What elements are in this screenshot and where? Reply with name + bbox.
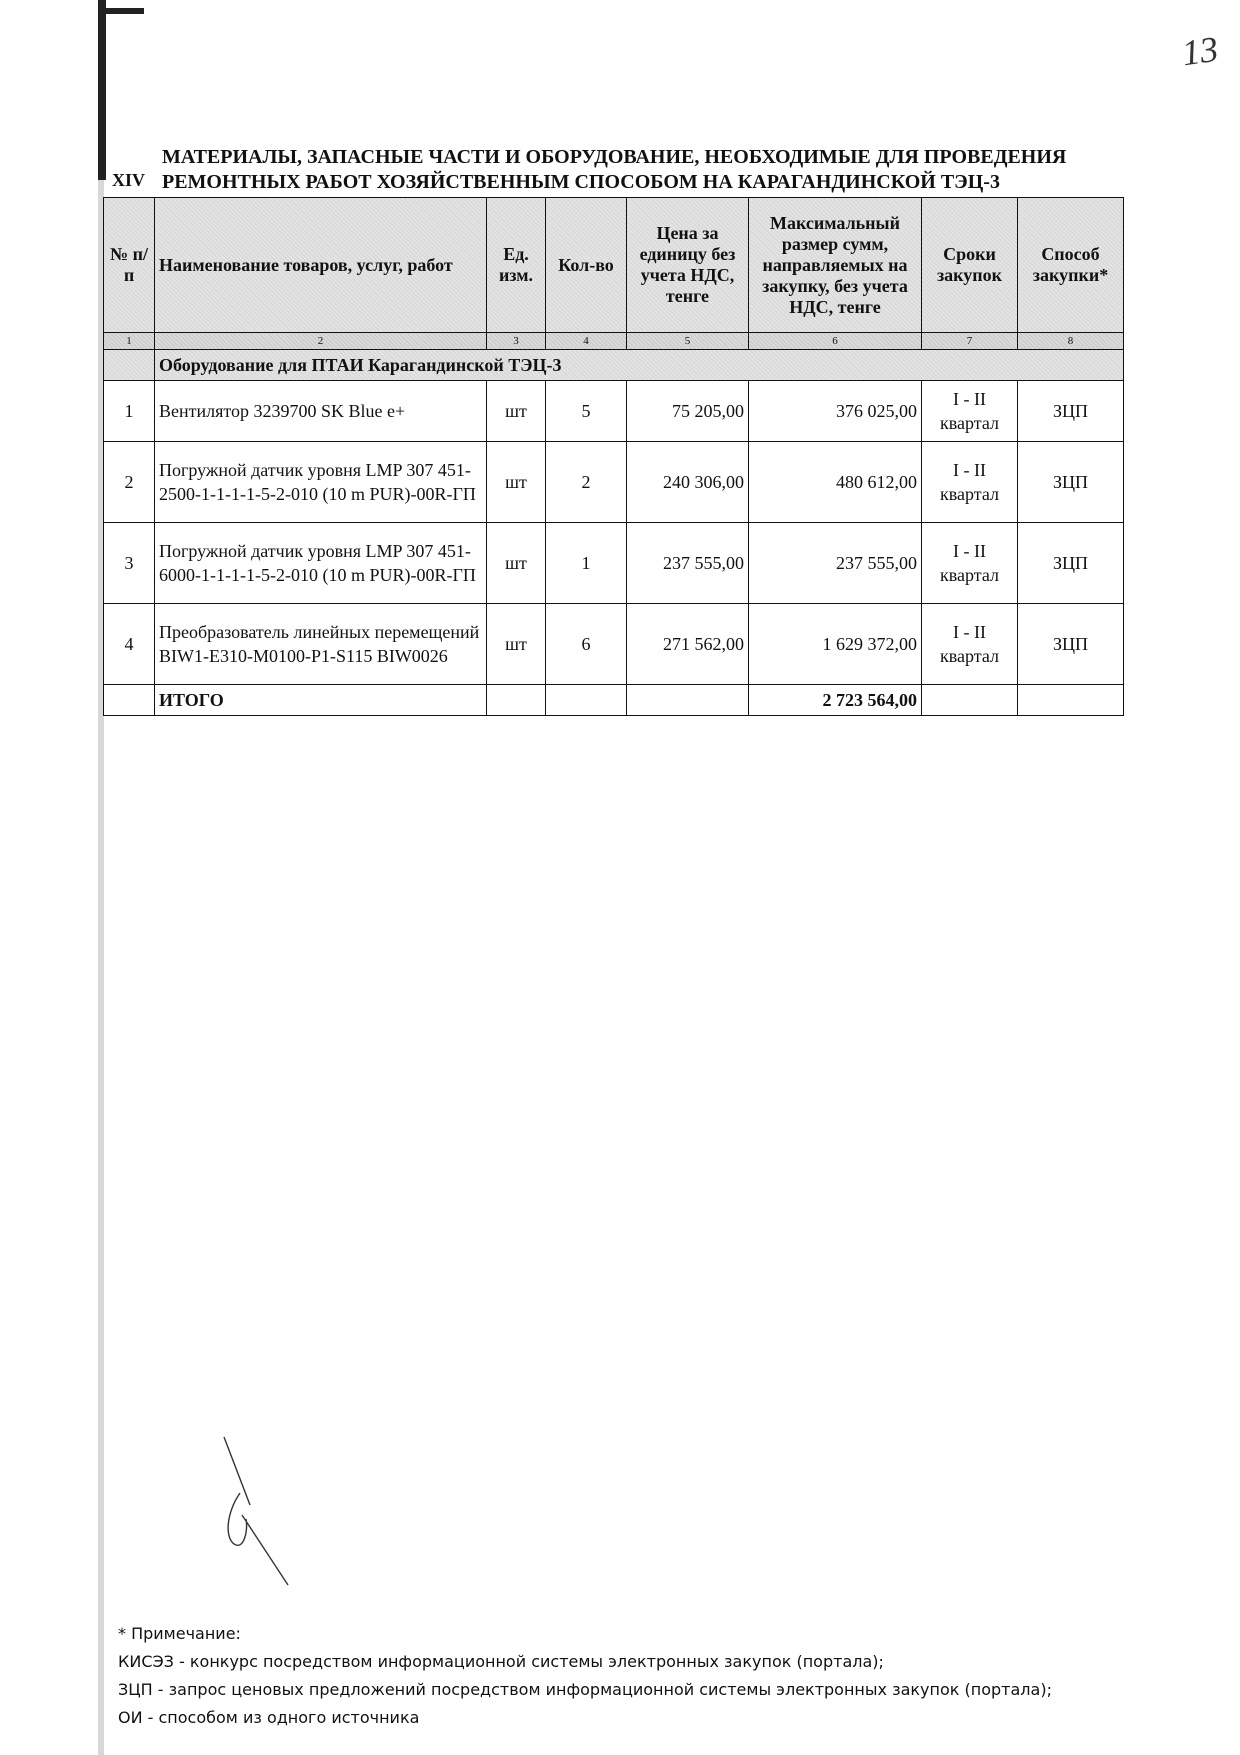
group-empty-cell <box>104 350 155 381</box>
group-label: Оборудование для ПТАИ Карагандинской ТЭЦ-3 <box>155 350 1124 381</box>
row-sum: 1 629 372,00 <box>749 604 922 685</box>
column-number-row <box>104 333 1124 350</box>
table-row <box>104 523 1124 604</box>
row-qty: 2 <box>546 442 627 523</box>
total-empty-cell <box>627 685 749 716</box>
page-number: 13 <box>1179 28 1221 74</box>
header-sum: Максимальный размер сумм, направляемых на закупку, без учета НДС, тенге <box>749 198 922 333</box>
row-period-unit: квартал <box>940 565 999 585</box>
total-empty-cell <box>1018 685 1124 716</box>
total-value: 2 723 564,00 <box>749 685 922 716</box>
row-unit: шт <box>487 442 546 523</box>
row-number: 3 <box>104 523 155 604</box>
table-row <box>104 442 1124 523</box>
row-name: Преобразователь линейных перемещений BIW1-E310-M0100-P1-S115 BIW0026 <box>155 604 487 685</box>
row-period <box>922 523 1018 604</box>
row-name: Погружной датчик уровня LMP 307 451-2500-1-1-1-1-5-2-010 (10 m PUR)-00R-ГП <box>155 442 487 523</box>
total-label: ИТОГО <box>155 685 487 716</box>
row-period-range: I - II <box>953 541 986 561</box>
header-unit: Ед. изм. <box>487 198 546 333</box>
header-name: Наименование товаров, услуг, работ <box>155 198 487 333</box>
col-number: 6 <box>749 333 922 350</box>
row-period-range: I - II <box>953 389 986 409</box>
row-price: 240 306,00 <box>627 442 749 523</box>
footnote-line: КИСЭЗ - конкурс посредством информационной системы электронных закупок (портала); <box>118 1652 884 1671</box>
row-period <box>922 604 1018 685</box>
row-sum: 480 612,00 <box>749 442 922 523</box>
col-number: 1 <box>104 333 155 350</box>
footnote-line: ЗЦП - запрос ценовых предложений посредством информационной системы электронных закупок (портала); <box>118 1680 1052 1699</box>
row-qty: 6 <box>546 604 627 685</box>
row-qty: 1 <box>546 523 627 604</box>
row-qty: 5 <box>546 381 627 442</box>
header-qty: Кол-во <box>546 198 627 333</box>
footnote-line: ОИ - способом из одного источника <box>118 1708 420 1727</box>
header-method: Способ закупки* <box>1018 198 1124 333</box>
row-period-unit: квартал <box>940 646 999 666</box>
row-price: 237 555,00 <box>627 523 749 604</box>
row-unit: шт <box>487 604 546 685</box>
col-number: 5 <box>627 333 749 350</box>
total-empty-cell <box>922 685 1018 716</box>
row-method: ЗЦП <box>1018 442 1124 523</box>
footnote-title: * Примечание: <box>118 1624 241 1643</box>
row-period-unit: квартал <box>940 484 999 504</box>
section-title: МАТЕРИАЛЫ, ЗАПАСНЫЕ ЧАСТИ И ОБОРУДОВАНИЕ, НЕОБХОДИМЫЕ ДЛЯ ПРОВЕДЕНИЯ РЕМОНТНЫХ РАБОТ ХОЗЯЙСТВЕННЫМ СПОСОБОМ НА КАРАГАНДИНСКОЙ ТЭЦ-3 <box>162 146 1067 193</box>
col-number: 8 <box>1018 333 1124 350</box>
row-period-unit: квартал <box>940 413 999 433</box>
row-period <box>922 442 1018 523</box>
group-row <box>104 350 1124 381</box>
header-period: Сроки закупок <box>922 198 1018 333</box>
procurement-table <box>103 197 1124 716</box>
header-number: № п/п <box>104 198 155 333</box>
header-row <box>104 198 1124 333</box>
col-number: 4 <box>546 333 627 350</box>
table-row <box>104 381 1124 442</box>
col-number: 3 <box>487 333 546 350</box>
row-period-range: I - II <box>953 622 986 642</box>
row-number: 2 <box>104 442 155 523</box>
row-number: 4 <box>104 604 155 685</box>
total-empty-cell <box>546 685 627 716</box>
row-method: ЗЦП <box>1018 381 1124 442</box>
scan-corner-mark <box>98 8 144 14</box>
row-sum: 237 555,00 <box>749 523 922 604</box>
header-price: Цена за единицу без учета НДС, тенге <box>627 198 749 333</box>
row-period-range: I - II <box>953 460 986 480</box>
row-number: 1 <box>104 381 155 442</box>
total-row <box>104 685 1124 716</box>
row-method: ЗЦП <box>1018 604 1124 685</box>
row-price: 271 562,00 <box>627 604 749 685</box>
col-number: 2 <box>155 333 487 350</box>
section-number: XIV <box>112 170 146 190</box>
total-empty-cell <box>487 685 546 716</box>
row-unit: шт <box>487 381 546 442</box>
col-number: 7 <box>922 333 1018 350</box>
row-period <box>922 381 1018 442</box>
scan-edge-dark <box>98 0 106 180</box>
row-price: 75 205,00 <box>627 381 749 442</box>
row-name: Погружной датчик уровня LMP 307 451-6000-1-1-1-1-5-2-010 (10 m PUR)-00R-ГП <box>155 523 487 604</box>
row-method: ЗЦП <box>1018 523 1124 604</box>
footnote <box>118 1620 1118 1732</box>
row-name: Вентилятор 3239700 SK Blue e+ <box>155 381 487 442</box>
signature <box>222 1435 302 1595</box>
table-row <box>104 604 1124 685</box>
total-empty-cell <box>104 685 155 716</box>
row-unit: шт <box>487 523 546 604</box>
row-sum: 376 025,00 <box>749 381 922 442</box>
